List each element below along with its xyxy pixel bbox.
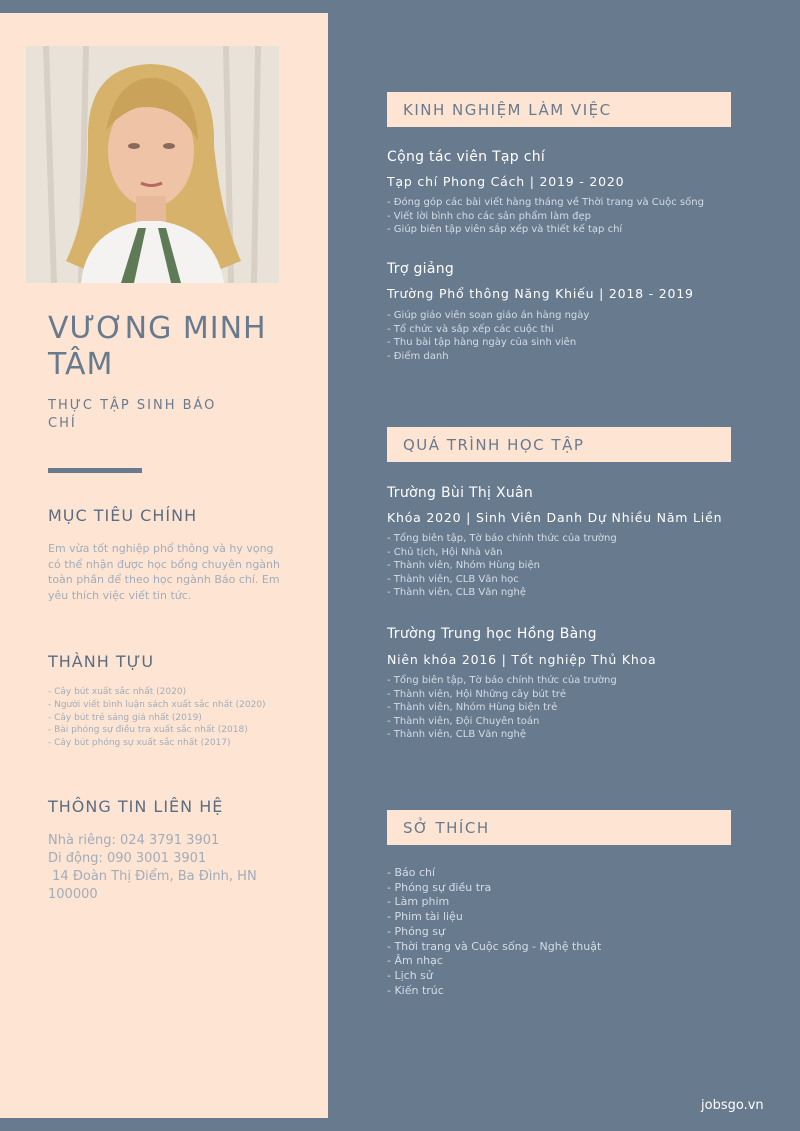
- candidate-role: THỰC TẬP SINH BÁO CHÍ: [48, 398, 217, 431]
- list-item: - Thành viên, CLB Văn học: [387, 573, 519, 585]
- contact-heading: THÔNG TIN LIÊN HỆ: [48, 797, 224, 816]
- school-subtitle: Niên khóa 2016 | Tốt nghiệp Thủ Khoa: [387, 652, 657, 667]
- list-item: - Tổng biên tập, Tờ báo chính thức của trường: [387, 533, 617, 544]
- list-item: - Phóng sự: [387, 924, 445, 938]
- job-title: Trợ giảng: [387, 261, 455, 277]
- list-item: - Cây bút trẻ sáng giá nhất (2019): [48, 712, 202, 723]
- list-item: - Thành viên, CLB Văn nghệ: [387, 587, 527, 598]
- name-divider: [48, 468, 142, 473]
- list-item: - Giúp biên tập viên sắp xếp và thiết kế tạp chí: [387, 224, 623, 235]
- job-subtitle: Trường Phổ thông Năng Khiếu | 2018 - 2019: [387, 286, 694, 301]
- list-item: - Thành viên, Nhóm Hùng biện: [387, 560, 540, 571]
- list-item: - Cây bút xuất sắc nhất (2020): [48, 687, 187, 697]
- list-item: - Thời trang và Cuộc sống - Nghệ thuật: [387, 939, 602, 953]
- school-subtitle: Khóa 2020 | Sinh Viên Danh Dự Nhiều Năm Liền: [387, 510, 723, 525]
- job-bullets: [387, 196, 704, 237]
- brand-watermark: jobsgo.vn: [701, 1098, 764, 1113]
- contact-mobile-phone: Di động: 090 3001 3901: [48, 851, 207, 866]
- job-subtitle: Tạp chí Phong Cách | 2019 - 2020: [387, 174, 625, 189]
- hobbies-list: [387, 866, 601, 998]
- objective-text: Em vừa tốt nghiệp phổ thông và hy vọng có thể nhận được học bổng chuyên ngành toàn phần để theo học ngành Báo chí. Em yêu thích việc viết tin tức.: [48, 542, 280, 602]
- list-item: - Âm nhạc: [387, 954, 443, 968]
- list-item: - Thành viên, Hội Những cây bút trẻ: [387, 688, 567, 700]
- list-item: - Phóng sự điều tra: [387, 880, 492, 894]
- contact-address: 14 Đoàn Thị Điểm, Ba Đình, HN 100000: [48, 869, 261, 902]
- achievements-list: [48, 686, 308, 750]
- list-item: - Kiến trúc: [387, 983, 444, 997]
- profile-photo: [26, 46, 279, 283]
- list-item: - Chủ tịch, Hội Nhà văn: [387, 546, 503, 558]
- contact-block: [48, 832, 308, 904]
- list-item: - Thành viên, CLB Văn nghệ: [387, 729, 527, 740]
- list-item: - Báo chí: [387, 866, 436, 879]
- job-title: Cộng tác viên Tạp chí: [387, 149, 546, 165]
- candidate-name: VƯƠNG MINH TÂM: [48, 311, 267, 382]
- list-item: - Cây bút phóng sự xuất sắc nhất (2017): [48, 738, 231, 749]
- list-item: - Tổ chức và sắp xếp các cuộc thi: [387, 323, 554, 335]
- portrait-illustration: [26, 46, 279, 283]
- list-item: - Phim tài liệu: [387, 910, 463, 924]
- list-item: - Giúp giáo viên soạn giáo án hàng ngày: [387, 310, 590, 321]
- list-item: - Bài phóng sự điều tra xuất sắc nhất (2018): [48, 725, 248, 736]
- list-item: - Thành viên, Đội Chuyên toán: [387, 715, 540, 727]
- list-item: - Lịch sử: [387, 968, 433, 982]
- achievements-heading: THÀNH TỰU: [48, 652, 155, 671]
- school-title: Trường Bùi Thị Xuân: [387, 485, 534, 501]
- school-title: Trường Trung học Hồng Bàng: [387, 626, 597, 642]
- list-item: - Thành viên, Nhóm Hùng biện trẻ: [387, 702, 558, 713]
- school-bullets: [387, 674, 617, 742]
- education-heading: QUÁ TRÌNH HỌC TẬP: [387, 427, 731, 462]
- list-item: - Người viết bình luận sách xuất sắc nhất (2020): [48, 699, 266, 710]
- list-item: - Viết lời bình cho các sản phẩm làm đẹp: [387, 210, 591, 222]
- experience-heading: KINH NGHIỆM LÀM VIỆC: [387, 92, 731, 127]
- list-item: - Đóng góp các bài viết hàng tháng về Thời trang và Cuộc sống: [387, 197, 704, 208]
- job-bullets: [387, 309, 589, 363]
- list-item: - Thu bài tập hàng ngày của sinh viên: [387, 337, 577, 348]
- list-item: - Tổng biên tập, Tờ báo chính thức của trường: [387, 675, 617, 686]
- contact-home-phone: Nhà riêng: 024 3791 3901: [48, 833, 220, 848]
- list-item: - Điểm danh: [387, 350, 449, 362]
- objective-heading: MỤC TIÊU CHÍNH: [48, 506, 198, 525]
- list-item: - Làm phim: [387, 895, 450, 909]
- hobbies-heading: SỞ THÍCH: [387, 810, 731, 845]
- school-bullets: [387, 532, 617, 600]
